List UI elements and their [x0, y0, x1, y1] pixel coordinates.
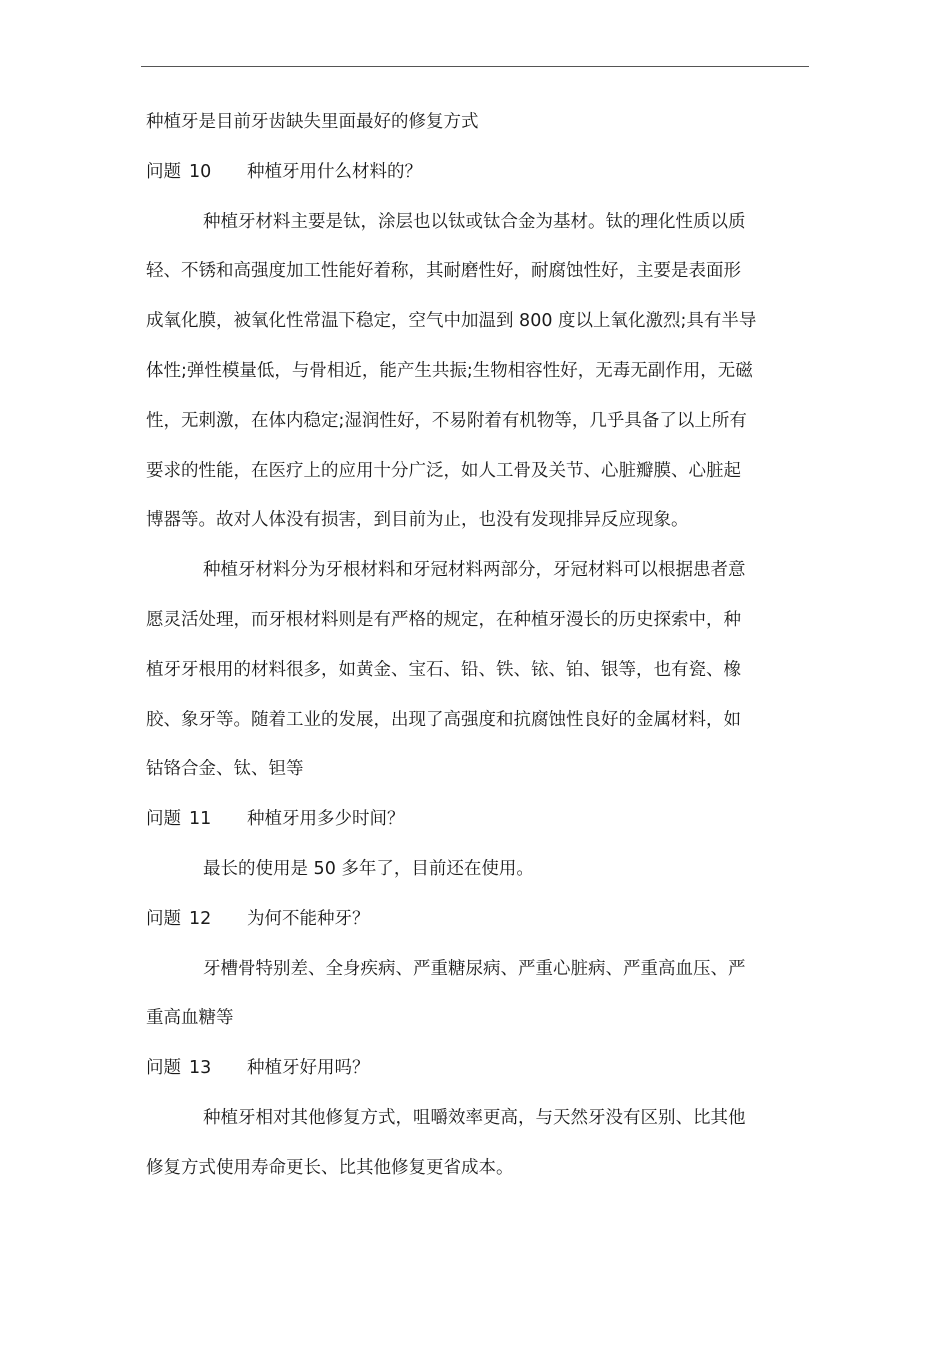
answer-line: 植牙牙根用的材料很多，如黄金、宝石、铅、铁、铱、铂、银等，也有瓷、橡 [146, 659, 741, 680]
answer-line: 性，无刺激，在体内稳定;湿润性好，不易附着有机物等，几乎具备了以上所有 [146, 410, 747, 431]
answer-line: 种植牙材料分为牙根材料和牙冠材料两部分，牙冠材料可以根据患者意 [203, 560, 746, 581]
question-text: 种植牙好用吗？ [247, 1058, 370, 1079]
answer-line: 愿灵活处理，而牙根材料则是有严格的规定，在种植牙漫长的历史探索中，种 [146, 609, 741, 630]
question-number: 12 [189, 908, 212, 929]
answer-line: 博器等。故对人体没有损害，到目前为止，也没有发现排异反应现象。 [146, 510, 689, 531]
question-label: 问题 [146, 809, 181, 830]
header-rule [141, 66, 809, 67]
question-number: 11 [189, 809, 212, 830]
question-text: 为何不能种牙？ [247, 908, 370, 929]
question-label: 问题 [146, 908, 181, 929]
question-heading [146, 895, 818, 945]
question-heading [146, 1044, 818, 1094]
question-text: 种植牙用什么材料的？ [247, 161, 422, 182]
answer-line: 要求的性能，在医疗上的应用十分广泛，如人工骨及关节、心脏瓣膜、心脏起 [146, 460, 741, 481]
question-heading [146, 795, 818, 845]
intro-line: 种植牙是目前牙齿缺失里面最好的修复方式 [146, 112, 479, 132]
answer-line: 轻、不锈和高强度加工性能好着称，其耐磨性好，耐腐蚀性好，主要是表面形 [146, 261, 741, 282]
answer-line: 修复方式使用寿命更长、比其他修复更省成本。 [146, 1157, 514, 1178]
question-text: 种植牙用多少时间？ [247, 809, 405, 830]
answer-line: 成氧化膜，被氧化性常温下稳定，空气中加温到 800 度以上氧化激烈;具有半导 [146, 311, 757, 332]
question-heading [146, 148, 818, 198]
document-body [146, 98, 818, 1194]
answer-line: 最长的使用是 50 多年了，目前还在使用。 [203, 858, 534, 879]
answer-line: 体性;弹性模量低，与骨相近，能产生共振;生物相容性好，无毒无副作用，无磁 [146, 360, 753, 381]
answer-line: 牙槽骨特别差、全身疾病、严重糖尿病、严重心脏病、严重高血压、严 [203, 958, 746, 979]
question-label: 问题 [146, 161, 181, 182]
answer-line: 种植牙材料主要是钛，涂层也以钛或钛合金为基材。钛的理化性质以质 [203, 211, 746, 232]
answer-line: 钴铬合金、钛、钽等 [146, 759, 304, 780]
question-number: 13 [189, 1058, 212, 1079]
question-label: 问题 [146, 1058, 181, 1079]
answer-line: 重高血糖等 [146, 1008, 234, 1029]
question-number: 10 [189, 161, 212, 182]
answer-line: 胶、象牙等。随着工业的发展，出现了高强度和抗腐蚀性良好的金属材料，如 [146, 709, 741, 730]
answer-line: 种植牙相对其他修复方式，咀嚼效率更高，与天然牙没有区别、比其他 [203, 1107, 746, 1128]
